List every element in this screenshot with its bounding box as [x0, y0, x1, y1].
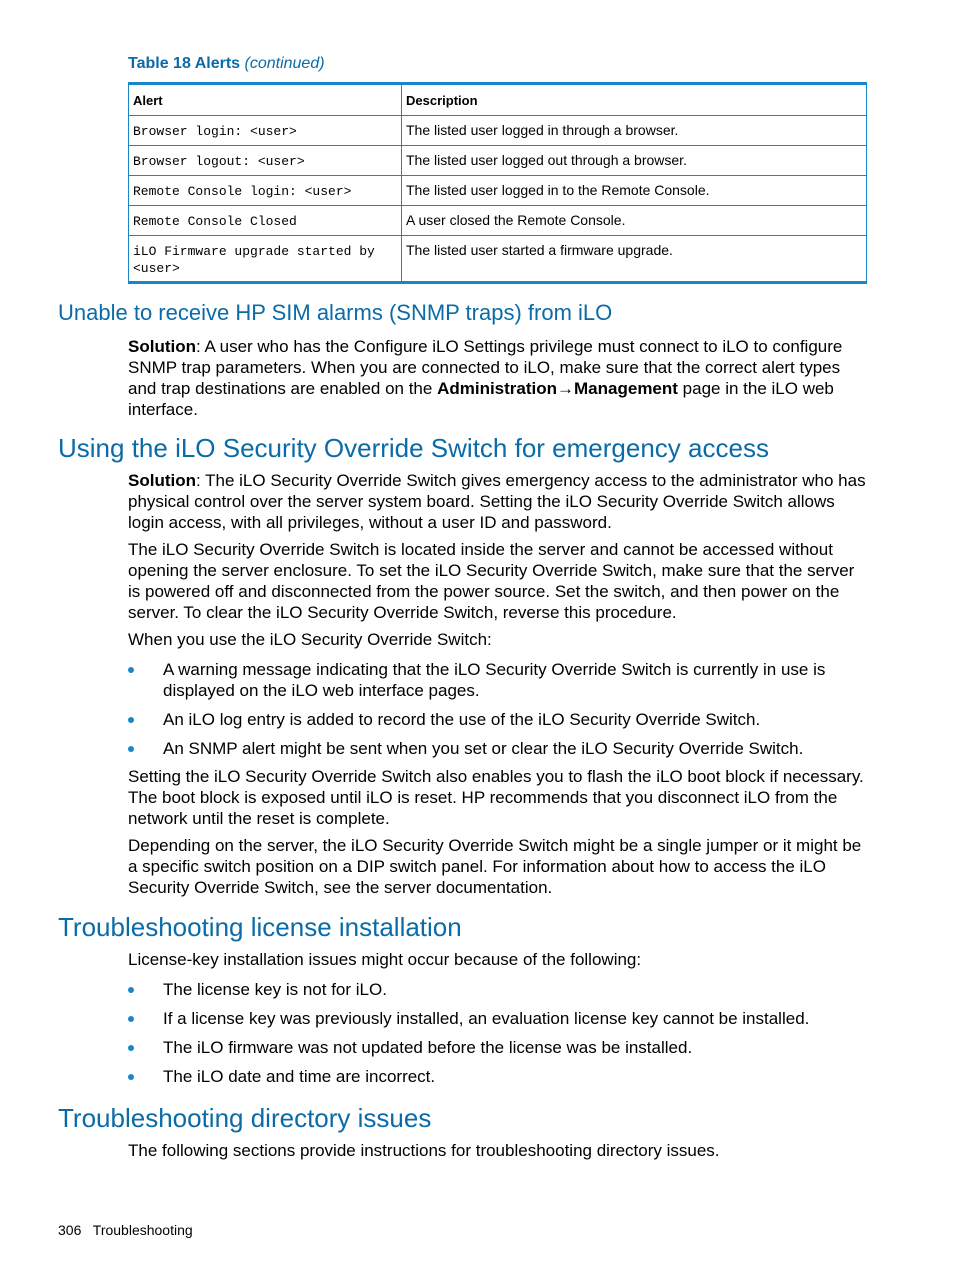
list-item-text: The license key is not for iLO. — [163, 980, 387, 999]
alert-cell: Remote Console Closed — [129, 206, 402, 236]
override-solution-text: : The iLO Security Override Switch gives emergency access to the administrator who has physical control over the server system board. Setting the iLO Security Override Switch allows login access, with all privileges, without a user ID and password. — [128, 471, 866, 532]
bullet-icon — [128, 1045, 134, 1051]
column-header-description: Description — [402, 84, 867, 116]
alerts-table — [128, 82, 867, 284]
bullet-icon — [128, 746, 134, 752]
table-row — [129, 146, 867, 176]
table-row — [129, 176, 867, 206]
override-bullet-list — [128, 659, 870, 767]
solution-label: Solution — [128, 471, 196, 490]
directory-intro: The following sections provide instructions for troubleshooting directory issues. — [128, 1141, 720, 1160]
description-cell: The listed user logged out through a browser. — [402, 146, 867, 176]
alert-cell: Browser login: <user> — [129, 116, 402, 146]
list-item-text: The iLO date and time are incorrect. — [163, 1067, 436, 1086]
license-heading: Troubleshooting license installation — [58, 912, 462, 942]
table-caption-label: Table 18 Alerts — [128, 55, 241, 72]
license-bullet-list — [128, 979, 870, 1095]
bullet-icon — [128, 667, 134, 673]
table-row — [129, 236, 867, 283]
bullet-icon — [128, 987, 134, 993]
page-number: 306 — [58, 1222, 82, 1238]
snmp-text-before: : A user who has the Configure iLO Settings privilege must connect to iLO to configure SNMP trap parameters. When you are connected to iLO, make sure that the correct alert types and trap destinations are enabled on the — [128, 337, 843, 398]
override-jumper-paragraph: Depending on the server, the iLO Security Override Switch might be a single jumper or it might be a specific switch position on a DIP switch panel. For information about how to access the iLO Security Override Switch, see the server documentation. — [128, 836, 862, 897]
description-cell: A user closed the Remote Console. — [402, 206, 867, 236]
snmp-text-after: page in the iLO web interface. — [128, 379, 834, 419]
description-cell: The listed user started a firmware upgrade. — [402, 236, 867, 283]
footer-section: Troubleshooting — [92, 1222, 193, 1238]
directory-heading: Troubleshooting directory issues — [58, 1103, 432, 1133]
description-cell: The listed user logged in to the Remote Console. — [402, 176, 867, 206]
snmp-heading: Unable to receive HP SIM alarms (SNMP traps) from iLO — [58, 300, 613, 325]
alert-cell: Browser logout: <user> — [129, 146, 402, 176]
list-item — [128, 738, 870, 759]
table-row — [129, 206, 867, 236]
solution-label: Solution — [128, 337, 196, 356]
table-caption-continued: (continued) — [244, 55, 325, 72]
list-item — [128, 659, 870, 701]
license-intro: License-key installation issues might occur because of the following: — [128, 950, 642, 969]
list-item-text: The iLO firmware was not updated before the license was be installed. — [163, 1038, 693, 1057]
override-boot-block-paragraph: Setting the iLO Security Override Switch also enables you to flash the iLO boot block if necessary. The boot block is exposed until iLO is reset. HP recommends that you disconnect iLO from the network until the reset is complete. — [128, 767, 864, 828]
description-cell: The listed user logged in through a browser. — [402, 116, 867, 146]
bullet-icon — [128, 1016, 134, 1022]
table-caption — [128, 55, 325, 73]
list-item-text: An SNMP alert might be sent when you set or clear the iLO Security Override Switch. — [163, 739, 804, 758]
list-item-text: An iLO log entry is added to record the use of the iLO Security Override Switch. — [163, 710, 761, 729]
override-solution-paragraph — [128, 470, 870, 533]
table-header-row — [129, 84, 867, 116]
list-item — [128, 1008, 870, 1029]
column-header-alert: Alert — [129, 84, 402, 116]
list-item-text: If a license key was previously installed, an evaluation license key cannot be installed. — [163, 1009, 810, 1028]
override-heading: Using the iLO Security Override Switch for emergency access — [58, 433, 769, 463]
override-when-paragraph: When you use the iLO Security Override Switch: — [128, 630, 492, 649]
list-item — [128, 979, 870, 1000]
list-item — [128, 1037, 870, 1058]
alert-cell: Remote Console login: <user> — [129, 176, 402, 206]
table-row — [129, 116, 867, 146]
bullet-icon — [128, 1074, 134, 1080]
override-location-paragraph: The iLO Security Override Switch is located inside the server and cannot be accessed without opening the server enclosure. To set the iLO Security Override Switch, make sure that the server is powered off and disconnected from the power source. Set the switch, and then power on the server. To clear the iLO Security Override Switch, reverse this procedure. — [128, 540, 855, 622]
page-footer — [58, 1222, 193, 1238]
list-item — [128, 709, 870, 730]
admin-management-nav: Administration→Management — [437, 379, 678, 398]
alert-cell: iLO Firmware upgrade started by <user> — [129, 236, 402, 283]
list-item-text: A warning message indicating that the iLO Security Override Switch is currently in use is displayed on the iLO web interface pages. — [163, 660, 826, 700]
bullet-icon — [128, 717, 134, 723]
snmp-solution-paragraph — [128, 336, 870, 420]
list-item — [128, 1066, 870, 1087]
